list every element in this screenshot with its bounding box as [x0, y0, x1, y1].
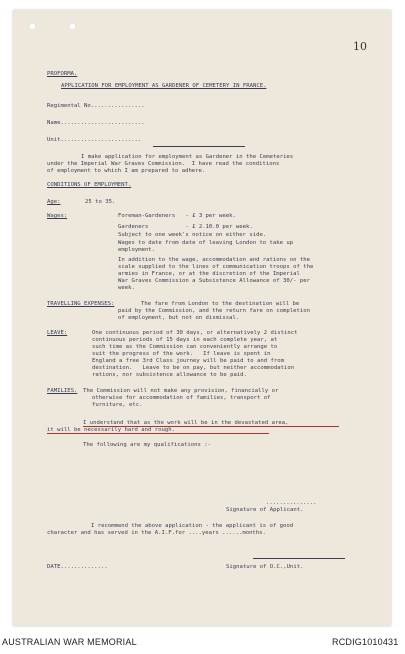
leave-line: suit the progress of the work. If leave is spent in: [92, 351, 271, 357]
wages-line: employment.: [118, 247, 156, 253]
regimental-no-field: Regimental No................: [47, 103, 145, 109]
date-field: DATE..............: [47, 564, 108, 570]
page-number: 10: [353, 40, 367, 53]
qualifications-line: The following are my qualifications :-: [83, 442, 211, 448]
leave-line: destination. Leave to be on pay, but neither accommodation: [92, 365, 295, 371]
unit-field: Unit........................: [47, 137, 142, 143]
understand-line: I understand that as the work will be in the devastated area,: [83, 420, 289, 426]
wages-line: Wages to date from date of leaving London to take up: [118, 240, 294, 246]
understand-line: it will be necessarily hard and rough.: [47, 427, 175, 433]
travelling-label: TRAVELLING EXPENSES:: [47, 301, 115, 307]
wages-label: Wages:: [47, 213, 68, 219]
intro-line: I make application for employment as Gardener in the Cemeteries: [81, 154, 294, 160]
families-line: otherwise for accommodation of families, transport of: [92, 395, 271, 401]
wages-line: Foreman-Gardeners - £ 3 per week.: [118, 213, 236, 219]
applicant-signature-label: Signature of Applicant.: [226, 507, 304, 513]
wages-line: In addition to the wage, accommodation and rations on the: [118, 257, 310, 263]
footer-source: AUSTRALIAN WAR MEMORIAL: [2, 637, 137, 647]
leave-line: continuous periods of 15 days in each complete year, at: [92, 337, 278, 343]
red-underline: [83, 426, 339, 427]
leave-line: One continuous period of 30 days, or alternatively 2 distinct: [92, 330, 298, 336]
leave-label: LEAVE:: [47, 330, 68, 336]
travelling-line: of employment, but not on dismissal.: [118, 315, 240, 321]
conditions-heading: CONDITIONS OF EMPLOYMENT.: [47, 182, 132, 188]
recommend-line: I recommend the above application - the applicant is of good: [91, 523, 294, 529]
age-value: 25 to 35.: [85, 199, 116, 205]
intro-line: of employment to which I am prepared to adhere.: [47, 168, 206, 174]
families-label: FAMILIES.: [47, 388, 78, 394]
wages-line: armies in France, or at the discretion of the Imperial: [118, 271, 300, 277]
document-page: [13, 10, 391, 626]
intro-line: under the Imperial War Graves Commission. I have read the conditions: [47, 161, 280, 167]
travelling-line: paid by the Commission, and the return fare on completion: [118, 308, 310, 314]
punch-hole: [29, 23, 36, 30]
footer-reference: RCDIG1010431: [332, 637, 399, 647]
punch-hole: [69, 23, 76, 30]
oc-signature-label: Signature of O.C.,Unit.: [226, 564, 304, 570]
families-line: furniture, etc.: [92, 402, 143, 408]
divider: [153, 146, 245, 147]
leave-line: England a free 3rd Class journey will be paid to and from: [92, 358, 284, 364]
leave-line: such time as the Commission can conveniently arrange to: [92, 344, 278, 350]
form-label: PROFORMA.: [47, 71, 78, 77]
document-title: APPLICATION FOR EMPLOYMENT AS GARDENER OF CEMETERY IN FRANCE.: [61, 83, 267, 89]
name-field: Name.........................: [47, 120, 145, 126]
travelling-line: The fare from London to the destination will be: [141, 301, 300, 307]
wages-line: week.: [118, 285, 135, 291]
wages-line: Gardeners - £ 2.10.0 per week.: [118, 224, 253, 230]
wages-line: scale supplied to the lines of communication troops of the: [118, 264, 314, 270]
signature-dots: ...............: [266, 500, 317, 506]
wages-line: War Graves Commission a Subsistence Allowance of 30/- per: [118, 278, 310, 284]
wages-line: Subject to one week's notice on either side.: [118, 232, 267, 238]
families-line: The Commission will not make any provision, financially or: [83, 388, 279, 394]
leave-line: rations, nor subsistence allowance to be paid.: [92, 372, 247, 378]
signature-line: [253, 558, 345, 559]
recommend-line: character and has served in the A.I.F.for ....years ......months.: [47, 530, 266, 536]
age-label: Age:: [47, 199, 61, 205]
red-underline: [47, 433, 269, 434]
